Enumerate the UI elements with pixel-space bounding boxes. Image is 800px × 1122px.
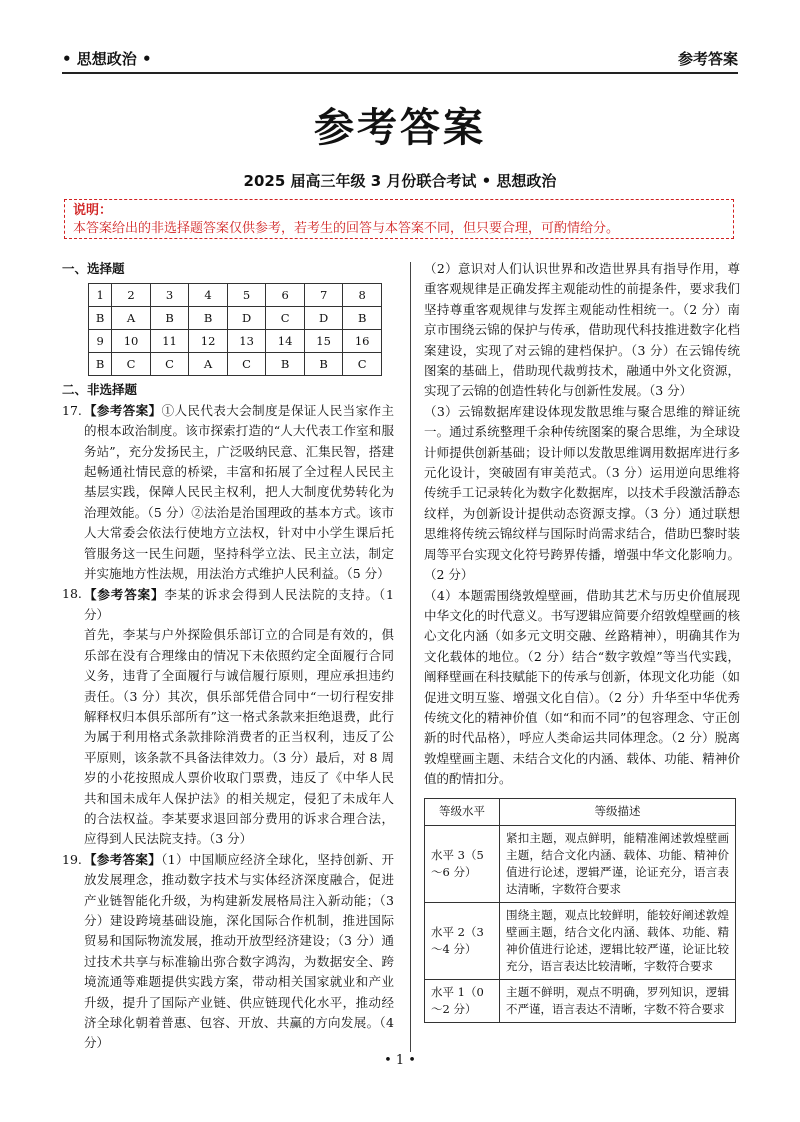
answer-letter: B [189, 307, 228, 330]
answer-letter: B [304, 353, 343, 376]
answer-num: 13 [227, 330, 266, 353]
answer-num: 4 [189, 284, 228, 307]
header-doc-type: 参考答案 [677, 50, 738, 68]
answer-letter: C [343, 353, 382, 376]
right-column [424, 259, 740, 1023]
answer-letter: B [89, 307, 112, 330]
grading-row [425, 825, 736, 902]
answer-text: 李某的诉求会得到人民法院的支持。（1 分） [84, 586, 394, 622]
answer-num: 5 [227, 284, 266, 307]
grading-level: 水平 1（0～2 分） [425, 979, 500, 1022]
note-text: 本答案给出的非选择题答案仅供参考，若考生的回答与本答案不同，但只要合理，可酌情给分。 [73, 221, 620, 236]
answer-num: 2 [112, 284, 151, 307]
answer-letter: C [112, 353, 151, 376]
answer-num: 12 [189, 330, 228, 353]
answer-num: 10 [112, 330, 151, 353]
answer-letter: B [89, 353, 112, 376]
answer-paragraph: 首先，李某与户外探险俱乐部订立的合同是有效的，俱乐部在没有合理缘由的情况下未依照约定全面履行合同义务，违背了全面履行与诚信履行原则，理应承担违约责任。（3 分）其次，俱乐部凭借合同中“一切行程安排解释权归本俱乐部所有”这一格式条款来拒绝退费，此行为属于利用格式条款排除消费者的正当权利，违反了公平原则，该条款不具备法律效力。（3 分）最后，对 8 周岁的小花按照成人票价收取门票费，违反了《中华人民共和国未成年人保护法》的相关规定，侵犯了未成年人的合法权益。李某要求退回部分费用的诉求合理合法，应得到人民法院支持。（3 分） [84, 627, 394, 847]
answer-letter: C [227, 353, 266, 376]
answer-paragraph-19-4: （4）本题需围绕敦煌壁画，借助其艺术与历史价值展现中华文化的时代意义。书写逻辑应简要介绍敦煌壁画的核心文化内涵（如多元文明交融、丝路精神），明确其作为文化载体的地位。（2 分）结合“数字敦煌”等当代实践，阐释壁画在科技赋能下的传承与创新，体现文化功能（如促进文明互鉴、增强文化自信）。（2 分）升华至中华优秀传统文化的精神价值（如“和而不同”的包容理念、守正创新的时代品格），呼应人类命运共同体理念。（2 分）脱离敦煌壁画主题、未结合文化的内涵、载体、功能、精神价值的酌情扣分。 [424, 587, 740, 787]
question-17 [62, 401, 394, 585]
answer-tag: 【参考答案】 [84, 586, 165, 602]
answer-num: 16 [343, 330, 382, 353]
answer-letter: C [150, 353, 189, 376]
question-number: 17. [62, 402, 82, 418]
grading-header-row [425, 798, 736, 825]
section-open-heading: 二、非选择题 [62, 382, 138, 398]
grading-row [425, 902, 736, 979]
grading-desc: 主题不鲜明，观点不明确，罗列知识，逻辑不严谨，语言表达不清晰，字数不符合要求 [500, 979, 736, 1022]
answer-tag: 【参考答案】 [84, 402, 162, 418]
answer-num: 9 [89, 330, 112, 353]
answer-table-row [89, 307, 382, 330]
question-18 [62, 584, 394, 849]
answer-num: 11 [150, 330, 189, 353]
question-number: 18. [62, 586, 82, 602]
page-header [62, 48, 738, 74]
answer-num: 7 [304, 284, 343, 307]
answer-num: 3 [150, 284, 189, 307]
grading-header-desc: 等级描述 [500, 798, 736, 825]
answer-table [88, 283, 382, 376]
answer-letter: C [266, 307, 305, 330]
answer-letter: B [266, 353, 305, 376]
grading-header-level: 等级水平 [425, 798, 500, 825]
answer-text: ①人民代表大会制度是保证人民当家作主的根本政治制度。该市探索打造的“人大代表工作室和服务站”，充分发扬民主，广泛吸纳民意、汇集民智，搭建起畅通社情民意的桥梁，丰富和拓展了全过程人民民主基层实践，保障人民民主权利，把人大制度优势转化为治理效能。（5 分）②法治是治国理政的基本方式。该市人大常委会依法行使地方立法权，针对中小学生课后托管服务这一民生问题，坚持科学立法、民主立法，制定并实施地方性法规，用法治方式维护人民利益。（5 分） [84, 402, 394, 582]
answer-num: 14 [266, 330, 305, 353]
answer-paragraph-19-3: （3）云锦数据库建设体现发散思维与聚合思维的辩证统一。通过系统整理千余种传统图案的聚合思维，为全球设计师提供创新基础；设计师以发散思维调用数据库进行多元化设计，突破固有审美范式。（3 分）运用逆向思维将传统手工记录转化为数字化数据库，以技术手段激活静态纹样，为创新设计提供动态资源支撑。（3 分）通过联想思维将传统云锦纹样与国际时尚需求结合，借助巴黎时装周等平台实现文化符号跨界传播，增强中华文化影响力。（2 分） [424, 403, 740, 583]
left-column [62, 259, 394, 1054]
note-box [64, 199, 734, 239]
grading-desc: 围绕主题，观点比较鲜明，能较好阐述敦煌壁画主题，结合文化内涵、载体、功能、精神价值进行论述，逻辑比较严谨，论证比较充分，语言表达比较清晰，字数符合要求 [500, 902, 736, 979]
answer-letter: B [343, 307, 382, 330]
answer-table-row [89, 330, 382, 353]
answer-letter: D [304, 307, 343, 330]
answer-letter: B [150, 307, 189, 330]
answer-text: （1）中国顺应经济全球化，坚持创新、开放发展理念，推动数字技术与实体经济深度融合，促进产业链智能化升级，为构建新发展格局注入新动能；（3 分）建设跨境基础设施，深化国际合作机制，推进国际贸易和国际物流发展，推动开放型经济建设；（3 分）通过技术共享与标准输出弥合数字鸿沟，为数据安全、跨境流通等难题提供实践方案，带动相关国家就业和产业升级，提升了国际产业链、供应链现代化水平，推动经济全球化朝着普惠、包容、开放、共赢的方向发展。（4 分） [84, 851, 394, 1051]
answer-table-row [89, 284, 382, 307]
grading-level: 水平 2（3～4 分） [425, 902, 500, 979]
answer-num: 6 [266, 284, 305, 307]
question-19 [62, 850, 394, 1054]
note-title: 说明： [73, 203, 113, 218]
answer-paragraph-19-2: （2）意识对人们认识世界和改造世界具有指导作用，尊重客观规律是正确发挥主观能动性的前提条件，要求我们坚持尊重客观规律与发挥主观能动性相统一。（2 分）南京市围绕云锦的保护与传承，借助现代科技推进数字化档案建设，实现了对云锦的建档保护。（3 分）在云锦传统图案的基础上，借助现代裁剪技术，融通中外文化资源，实现了云锦的创造性转化与创新性发展。（3 分） [424, 261, 740, 399]
grading-table [424, 798, 736, 1023]
answer-letter: D [227, 307, 266, 330]
answer-table-row [89, 353, 382, 376]
grading-row [425, 979, 736, 1022]
answer-letter: A [189, 353, 228, 376]
answer-num: 8 [343, 284, 382, 307]
question-number: 19. [62, 851, 82, 867]
column-divider [410, 262, 411, 1052]
answer-letter: A [112, 307, 151, 330]
answer-num: 15 [304, 330, 343, 353]
grading-desc: 紧扣主题，观点鲜明，能精准阐述敦煌壁画主题，结合文化内涵、载体、功能、精神价值进行论述，逻辑严谨，论证充分，语言表达清晰，字数符合要求 [500, 825, 736, 902]
grading-level: 水平 3（5～6 分） [425, 825, 500, 902]
header-subject: • 思想政治 • [62, 50, 152, 68]
page-number: • 1 • [384, 1053, 416, 1068]
answer-num: 1 [89, 284, 112, 307]
exam-subtitle: 2025 届高三年级 3 月份联合考试 • 思想政治 [243, 172, 557, 190]
section-choice-heading: 一、选择题 [62, 261, 125, 276]
answer-tag: 【参考答案】 [84, 851, 162, 867]
page-title: 参考答案 [314, 105, 486, 151]
